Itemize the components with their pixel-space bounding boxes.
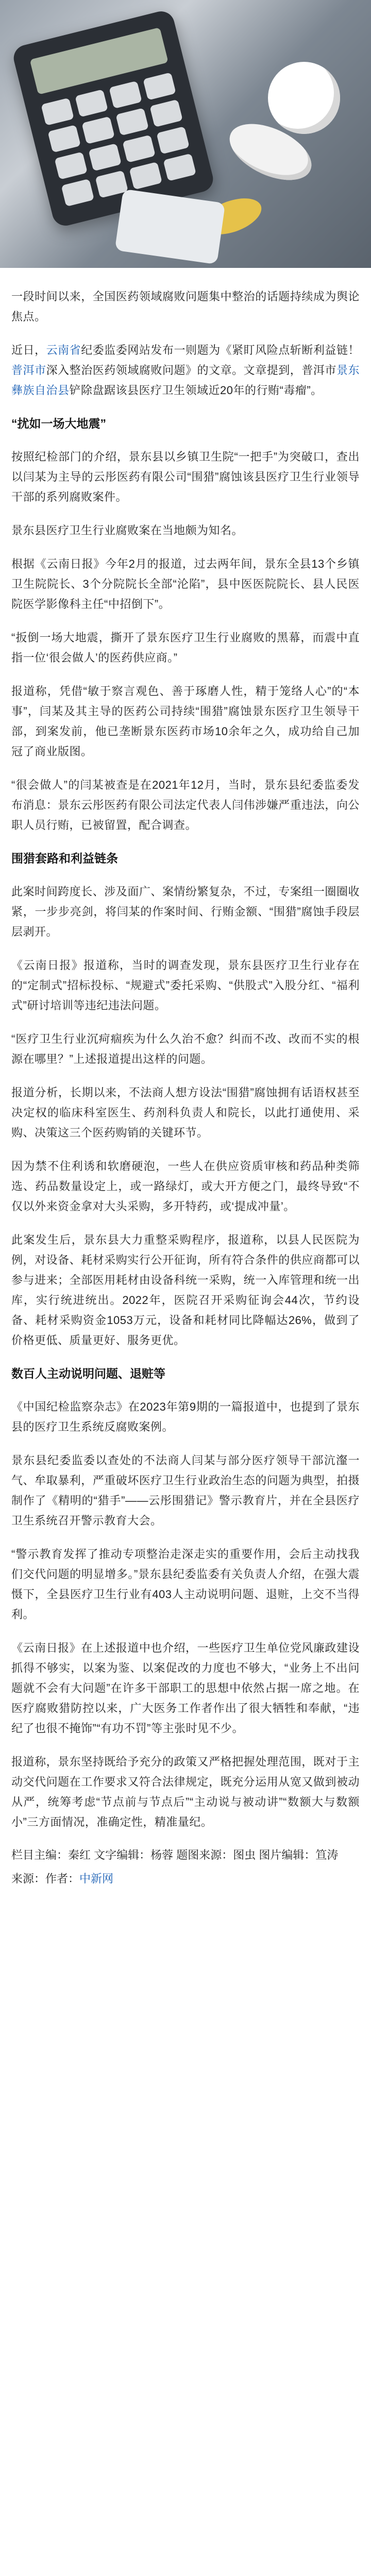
paragraph: 此案时间跨度长、涉及面广、案情纷繁复杂，不过，专案组一圈圈收紧，一步步亮剑，将闫某的作案时间、行贿金额、“围猎”腐蚀手段层层剥开。	[11, 885, 360, 938]
paragraph: 根据《云南日报》今年2月的报道，过去两年间，景东全县13个乡镇卫生院院长、3个分院院长全部“沦陷”，县中医医院院长、县人民医院医学影像科主任“中招倒下”。	[11, 557, 360, 611]
paragraph: 一段时间以来，全国医药领域腐败问题集中整治的话题持续成为舆论焦点。	[11, 290, 360, 323]
link-puer[interactable]: 普洱市	[11, 364, 46, 377]
paragraph: “扳倒一场大地震，撕开了景东医疗卫生行业腐败的黑幕，而震中直指一位‘很会做人’的医药供应商。”	[11, 631, 360, 664]
article-footer	[11, 1845, 360, 1889]
paragraph: “警示教育发挥了推动专项整治走深走实的重要作用，会后主动找我们交代问题的明显增多。”景东县纪委监委有关负责人介绍，在强大震慑下，全县医疗卫生行业有403人主动说明问题、退赃，上交不当得利。	[11, 1548, 360, 1621]
editor-credits: 栏目主编：秦红 文字编辑：杨蓉 题图来源：图虫 图片编辑：笪涛	[11, 1849, 339, 1861]
paragraph: 此案发生后，景东县大力重整采购程序，报道称，以县人民医院为例，对设备、耗材采购实行公开征询，所有符合条件的供应商都可以参与进来；全部医用耗材由设备科统一采购，统一入库管理和统一出库，实行统进统出。2022年，医院召开采购征询会44次，节约设备、耗材采购资金1053万元，设备和耗材同比降幅达26%，做到了价格更低、质量更好、服务更优。	[11, 1233, 360, 1347]
paragraph: 《云南日报》报道称，当时的调查发现，景东县医疗卫生行业存在的“定制式”招标投标、“规避式”委托采购、“供股式”入股分红、“福利式”研讨培训等违纪违法问题。	[11, 959, 360, 1012]
hero-image	[0, 0, 371, 268]
paragraph: “医疗卫生行业沉疴痼疾为什么久治不愈？纠而不改、改而不实的根源在哪里？”上述报道提出这样的问题。	[11, 1032, 360, 1065]
paragraph: 因为禁不住利诱和软磨硬泡，一些人在供应资质审核和药品种类筛选、药品数量设定上，或一路绿灯，或大开方便之门，最终导致“不仅以外来资金拿对大头采购，多开特药，或‘提成冲量’。	[11, 1160, 360, 1213]
calculator-illustration	[11, 9, 216, 229]
blister-pack-illustration	[115, 189, 226, 265]
pill-illustration	[268, 62, 340, 134]
section-heading: “扰如一场大地震”	[11, 417, 106, 430]
paragraph: 景东县纪委监委以查处的不法商人闫某与部分医疗领导干部沆瀣一气、牟取暴利，严重破坏医疗卫生行业政治生态的问题为典型，拍摄制作了《精明的“猎手”——云彤围猎记》警示教育片，并在全县医疗卫生系统召开警示教育大会。	[11, 1454, 360, 1527]
paragraph: “很会做人”的闫某被查是在2021年12月，当时，景东县纪委监委发布消息：景东云彤医药有限公司法定代表人闫伟涉嫌严重违法，向公职人员行贿，已被留置，配合调查。	[11, 778, 360, 832]
article-body	[0, 268, 371, 1913]
link-yunnan[interactable]: 云南省	[46, 344, 81, 357]
section-heading: 数百人主动说明问题、退赃等	[11, 1367, 165, 1380]
paragraph: 报道称，景东坚持既给予充分的政策又严格把握处理范围，既对于主动交代问题在工作要求又符合法律规定，既充分运用从宽又做到被动从严，统筹考虑“节点前与节点后”“主动说与被动讲”“数额大与数额小”三方面情况，准确定性，精准量纪。	[11, 1755, 360, 1828]
section-heading: 围猎套路和利益链条	[11, 852, 118, 865]
paragraph: 景东县医疗卫生行业腐败案在当地颇为知名。	[11, 524, 244, 537]
paragraph: 近日，云南省纪委监委网站发布一则题为《紧盯风险点斩断利益链！普洱市深入整治医药领域腐败问题》的文章。文章提到，普洱市景东彝族自治县铲除盘踞该县医疗卫生领域近20年的行贿“毒瘤”。	[11, 344, 360, 397]
paragraph: 报道分析，长期以来，不法商人想方设法“围猎”腐蚀拥有话语权甚至决定权的临床科室医生、药剂科负责人和院长，以此打通使用、采购、决策这三个医药购销的关键环节。	[11, 1086, 360, 1139]
source-line: 来源：作者：中新网	[11, 1872, 114, 1885]
paragraph: 报道称，凭借“敏于察言观色、善于琢磨人性，精于笼络人心”的“本事”，闫某及其主导的医药公司持续“围猎”腐蚀景东医疗卫生领导干部，到案发前，他已垄断景东医药市场10余年之久，成功给自己加冠了商业版图。	[11, 685, 360, 758]
paragraph: 《中国纪检监察杂志》在2023年第9期的一篇报道中，也提到了景东县的医疗卫生系统反腐败案例。	[11, 1400, 360, 1433]
paragraph: 《云南日报》在上述报道中也介绍，一些医疗卫生单位党风廉政建设抓得不够实，以案为鉴、以案促改的力度也不够大，“业务上不出问题就不会有大问题”在许多干部职工的思想中依然占据一席之地。在医疗腐败猎防控以来，广大医务工作者作出了很大牺牲和奉献，“违纪了也很不掩饰”“有功不罚”等主张时见不少。	[11, 1641, 360, 1735]
source-link[interactable]: 中新网	[79, 1872, 114, 1885]
paragraph: 按照纪检部门的介绍，景东县以乡镇卫生院“一把手”为突破口，查出以闫某为主导的云彤医药有限公司“围猎”腐蚀该县医疗卫生行业领导干部的系列腐败案件。	[11, 450, 360, 503]
link-jingdong[interactable]: 景东彝族自治县	[11, 364, 360, 397]
